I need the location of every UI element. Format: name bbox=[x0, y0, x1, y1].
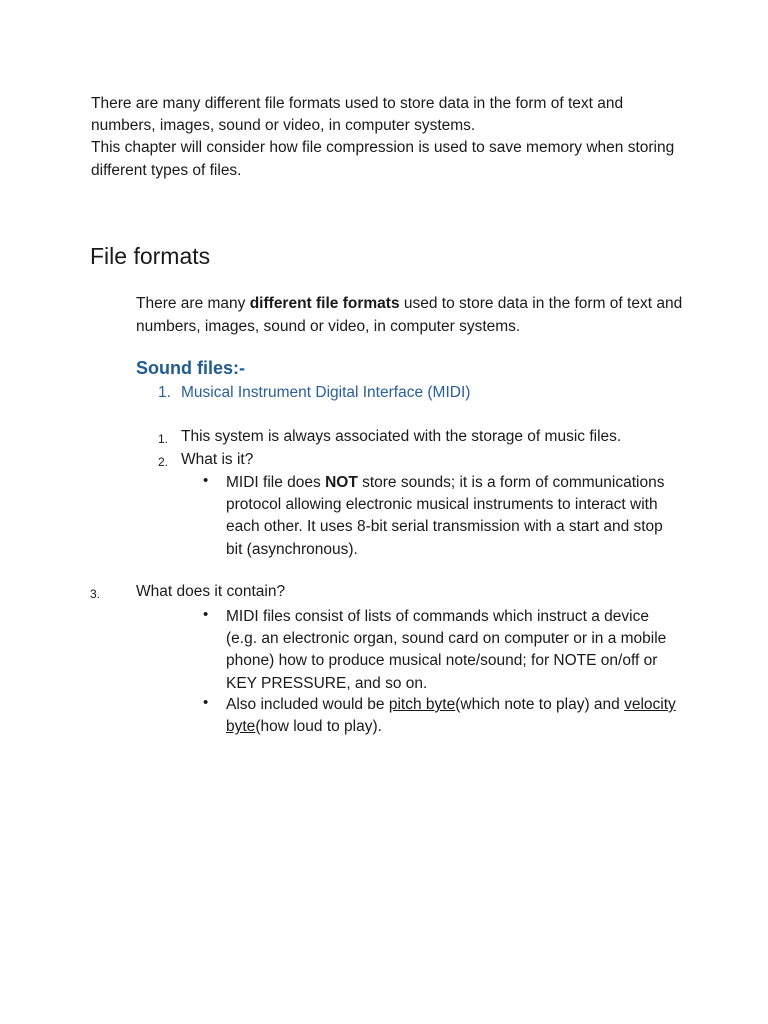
pitch-byte-term: pitch byte bbox=[388, 696, 456, 713]
point-3-number: 3. bbox=[90, 587, 101, 601]
intro-line-1: There are many different file formats used to store data in the form of text and numbers, images, sound or video, in computer systems. bbox=[91, 95, 624, 135]
point-3-bullet-1-text: MIDI files consist of lists of commands which instruct a device (e.g. an electronic organ, sound card on computer or in a mobile phone) how to produce musical note/sound; for NOTE on/off or KEY PRESSURE, and so on. bbox=[226, 608, 667, 692]
point-2-bullet-start: MIDI file does bbox=[226, 474, 326, 491]
section-paragraph-start: There are many bbox=[136, 295, 250, 312]
intro-paragraph bbox=[91, 93, 691, 182]
point-1-number: 1. bbox=[158, 432, 169, 446]
point-3-bullet-2-start: Also included would be bbox=[226, 696, 389, 713]
point-2-number: 2. bbox=[158, 455, 169, 469]
section-paragraph bbox=[136, 292, 696, 338]
section-heading: File formats bbox=[90, 243, 211, 269]
bullet-3: • bbox=[203, 694, 209, 711]
bullet-2: • bbox=[203, 606, 209, 623]
point-2-text: What is it? bbox=[181, 451, 254, 468]
intro-line-2: This chapter will consider how file compression is used to save memory when storing different types of files. bbox=[91, 139, 675, 179]
midi-list-title: Musical Instrument Digital Interface (MIDI) bbox=[181, 384, 471, 401]
bullet-1: • bbox=[203, 472, 209, 489]
point-1-text: This system is always associated with the storage of music files. bbox=[181, 428, 622, 445]
point-3-text: What does it contain? bbox=[136, 583, 286, 600]
point-3-bullet-2-text bbox=[226, 694, 676, 738]
midi-list-item bbox=[158, 384, 470, 402]
velocity-byte-term: velocity byte bbox=[226, 696, 676, 736]
sound-files-subheading: Sound files:- bbox=[136, 358, 245, 378]
midi-list-number: 1. bbox=[158, 384, 171, 401]
point-3-bullet-2-end: (how loud to play). bbox=[255, 718, 382, 736]
point-2-bullet-text bbox=[226, 472, 676, 561]
point-3-bullet-2-middle: (which note to play) and bbox=[455, 696, 625, 713]
section-paragraph-bold: different file formats bbox=[249, 295, 400, 312]
section-paragraph-end: used to store data in the form of text and numbers, images, sound or video, in computer systems. bbox=[136, 295, 683, 335]
point-2-bullet-end: store sounds; it is a form of communications protocol allowing electronic musical instruments to interact with each other. It uses 8-bit serial transmission with a start and stop bit (asynchronous). bbox=[226, 474, 665, 558]
point-2-bullet-bold: NOT bbox=[325, 474, 358, 491]
